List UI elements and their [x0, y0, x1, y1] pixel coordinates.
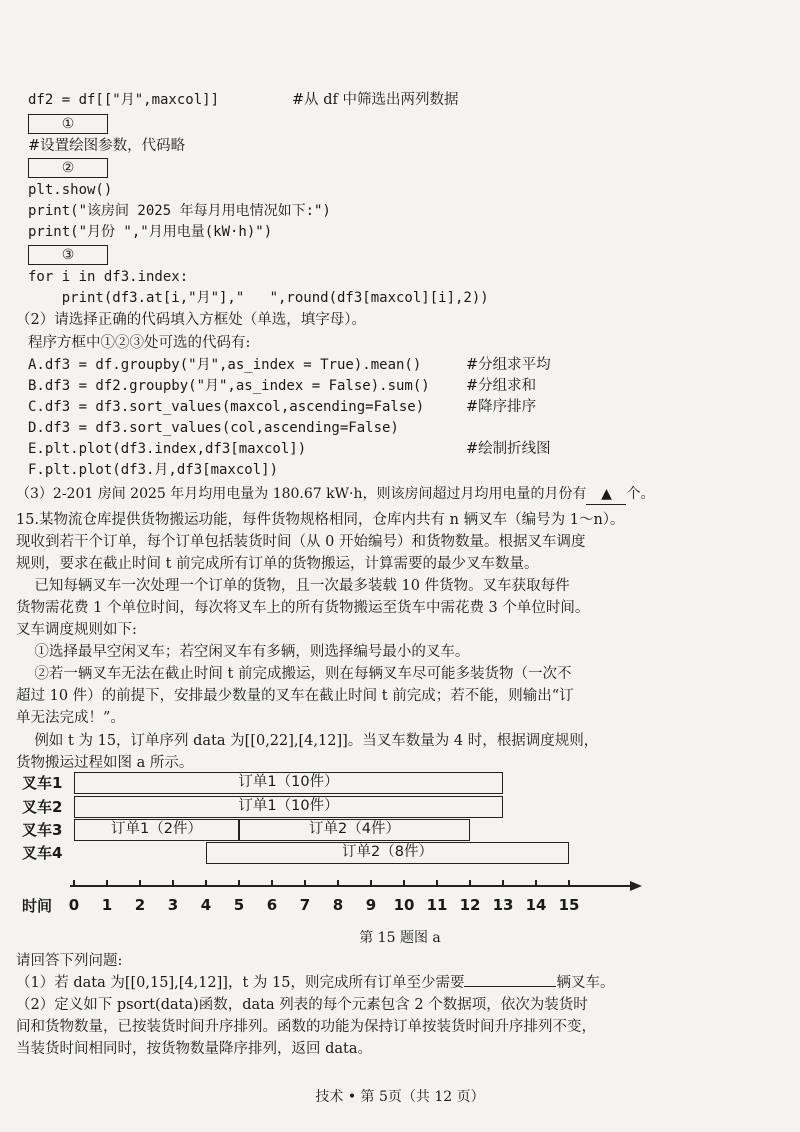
- code-line-print2: print("月份 ","月用电量(kW·h)"): [28, 224, 273, 240]
- tick-label: 1: [101, 896, 113, 914]
- code-line-show: plt.show(): [28, 182, 113, 198]
- option-comment: #分组求和: [466, 378, 537, 394]
- forklift-label: 叉车2: [22, 798, 63, 816]
- tick-label: 4: [200, 896, 212, 914]
- option-code: D.df3 = df3.sort_values(col,ascending=False): [28, 420, 399, 436]
- gantt-bar: 订单2（8件）: [206, 842, 569, 864]
- answer-box-2: ②: [28, 158, 108, 178]
- tick-label: 5: [233, 896, 245, 914]
- option-comment: #分组求平均: [466, 357, 551, 373]
- question-2-line3: 当装货时间相同时，按货物数量降序排列，返回 data。: [16, 1041, 373, 1057]
- code-comment-plot: #设置绘图参数，代码略: [28, 138, 186, 154]
- tick-label: 12: [459, 896, 481, 914]
- questions-intro: 请回答下列问题:: [16, 953, 123, 969]
- answer-box-1: ①: [28, 114, 108, 134]
- figure-caption: 第 15 题图 a: [359, 930, 441, 946]
- q15-p5: 货物需花费 1 个单位时间，每次将叉车上的所有货物搬运至货车中需花费 3 个单位时间。: [16, 600, 590, 616]
- q15-p9: 超过 10 件）的前提下，安排最少数量的叉车在截止时间 t 前完成；若不能，则输出“订: [16, 688, 574, 704]
- answer-box-3: ③: [28, 245, 108, 265]
- q14-part2: （2）请选择正确的代码填入方框处（单选，填字母）。: [16, 312, 366, 328]
- option-code: F.plt.plot(df3.月,df3[maxcol]): [28, 462, 279, 478]
- option-code: B.df3 = df2.groupby("月",as_index = False).sum(): [28, 378, 430, 394]
- tick-label: 6: [266, 896, 278, 914]
- gantt-bar: 订单1（10件）: [74, 796, 503, 818]
- tick-label: 15: [558, 896, 580, 914]
- q14-part3: [16, 484, 654, 505]
- tick-label: 10: [393, 896, 415, 914]
- option-code: A.df3 = df.groupby("月",as_index = True).mean(): [28, 357, 422, 373]
- code-comment-df2: #从 df 中筛选出两列数据: [292, 92, 459, 108]
- page-footer: 技术 • 第 5页（共 12 页）: [315, 1089, 485, 1105]
- gantt-bar: 订单1（10件）: [74, 772, 503, 794]
- q15-p10: 单无法完成！”。: [16, 710, 125, 726]
- tick-label: 11: [426, 896, 448, 914]
- code-line-df2: df2 = df[["月",maxcol]]: [28, 92, 220, 108]
- q15-p1: 15.某物流仓库提供货物搬运功能，每件货物规格相同，仓库内共有 n 辆叉车（编号为 1～n）。: [16, 512, 625, 528]
- gantt-bar: 订单1（2件）: [74, 819, 239, 841]
- option-comment: #降序排序: [466, 399, 537, 415]
- tick-label: 8: [332, 896, 344, 914]
- question-1-text: （1）若 data 为[[0,15],[4,12]]，t 为 15，则完成所有订单至少需要: [16, 975, 465, 991]
- q15-p12: 货物搬运过程如图 a 所示。: [16, 755, 194, 771]
- q15-p3: 规则，要求在截止时间 t 前完成所有订单的货物搬运，计算需要的最少叉车数量。: [16, 556, 539, 572]
- tick-label: 14: [525, 896, 547, 914]
- q15-p4: 已知每辆叉车一次处理一个订单的货物，且一次最多装载 10 件货物。叉车获取每件: [16, 578, 570, 594]
- question-2-line1: （2）定义如下 psort(data)函数，data 列表的每个元素包含 2 个数据项，依次为装货时: [16, 997, 588, 1013]
- question-1: [16, 972, 614, 993]
- code-line-print3: print(df3.at[i,"月"]," ",round(df3[maxcol][i],2)): [28, 290, 489, 306]
- tick-label: 9: [365, 896, 377, 914]
- gantt-bar: 订单2（4件）: [239, 819, 470, 841]
- q15-p6: 叉车调度规则如下:: [16, 622, 137, 638]
- option-comment: #绘制折线图: [466, 441, 551, 457]
- tick-label: 3: [167, 896, 179, 914]
- tick-label: 2: [134, 896, 146, 914]
- answer-blank-q1: [464, 972, 556, 987]
- q14-intro: 程序方框中①②③处可选的代码有:: [28, 335, 251, 351]
- code-line-for: for i in df3.index:: [28, 269, 189, 285]
- q15-p8: ②若一辆叉车无法在截止时间 t 前完成搬运，则在每辆叉车尽可能多装货物（一次不: [16, 666, 572, 682]
- code-line-print1: print("该房间 2025 年每月用电情况如下:"): [28, 203, 331, 219]
- question-2-line2: 间和货物数量，已按装货时间升序排列。函数的功能为保持订单按装货时间升序排列不变，: [16, 1019, 596, 1035]
- q15-p7: ①选择最早空闲叉车；若空闲叉车有多辆，则选择编号最小的叉车。: [16, 644, 470, 660]
- tick-label: 13: [492, 896, 514, 914]
- tick-label: 7: [299, 896, 311, 914]
- forklift-label: 叉车3: [22, 821, 63, 839]
- answer-blank-triangle: ▲: [586, 484, 626, 505]
- q14-part3-suffix: 个。: [626, 486, 655, 502]
- q15-p2: 现收到若干个订单，每个订单包括装货时间（从 0 开始编号）和货物数量。根据叉车调度: [16, 534, 586, 550]
- forklift-label: 叉车4: [22, 844, 63, 862]
- tick-label: 0: [68, 896, 80, 914]
- forklift-label: 叉车1: [22, 774, 63, 792]
- option-code: E.plt.plot(df3.index,df3[maxcol]): [28, 441, 307, 457]
- option-code: C.df3 = df3.sort_values(maxcol,ascending=False): [28, 399, 425, 415]
- axis-arrow: [630, 881, 642, 891]
- q14-part3-text: （3）2-201 房间 2025 年月均用电量为 180.67 kW·h，则该房间超过月均用电量的月份有: [16, 486, 587, 502]
- axis-label: 时间: [22, 897, 53, 915]
- q15-p11: 例如 t 为 15，订单序列 data 为[[0,22],[4,12]]。当叉车数量为 4 时，根据调度规则，: [16, 733, 599, 749]
- question-1-suffix: 辆叉车。: [556, 975, 615, 991]
